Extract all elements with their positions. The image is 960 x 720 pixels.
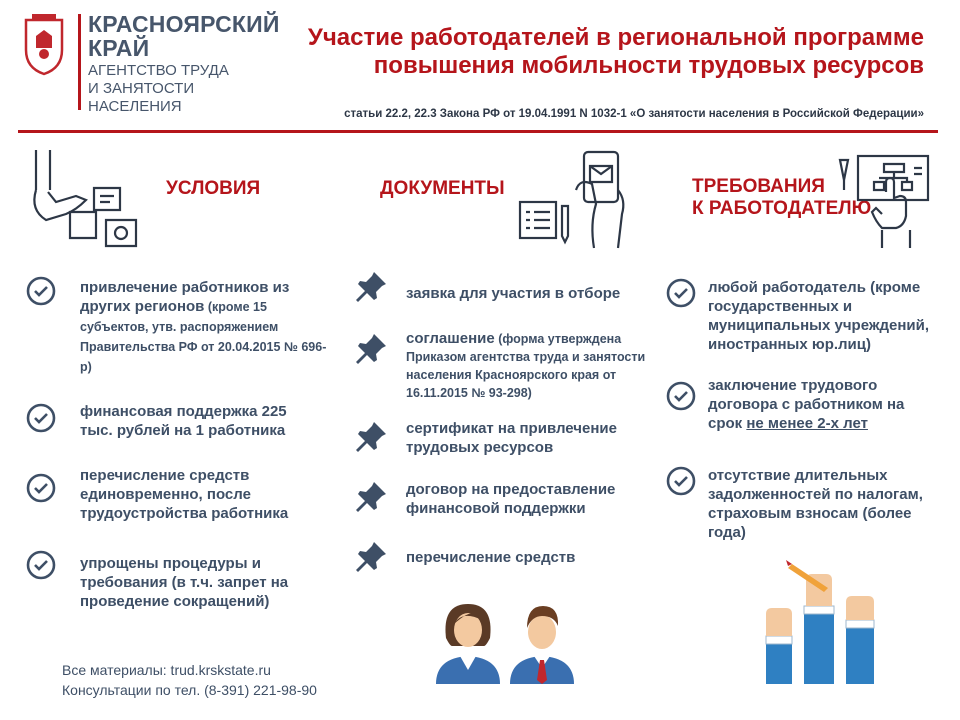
document-item-1: заявка для участия в отборе — [406, 285, 621, 302]
condition-item-3: перечисление средств единовременно, после трудоустройства работника — [80, 467, 289, 522]
check-circle-icon — [26, 473, 56, 503]
document-item-5: перечисление средств — [406, 549, 576, 566]
raised-hands-illustration — [756, 560, 896, 684]
footer-contacts — [62, 660, 317, 700]
conditions-heading: УСЛОВИЯ — [166, 178, 261, 199]
phone-checklist-icon — [518, 150, 630, 250]
header-divider — [18, 130, 938, 133]
check-circle-icon — [26, 403, 56, 433]
check-circle-icon — [26, 276, 56, 306]
condition-item-2: финансовая поддержка 225 тыс. рублей на 1 работника — [80, 403, 287, 439]
logo-divider — [78, 14, 81, 110]
documents-heading: ДОКУМЕНТЫ — [380, 178, 505, 199]
check-circle-icon — [666, 466, 696, 496]
people-illustration — [430, 598, 580, 684]
pushpin-icon — [354, 270, 388, 304]
coat-of-arms-logo — [22, 14, 66, 78]
document-item-3: сертификат на привлечение трудовых ресурсов — [406, 420, 617, 456]
pushpin-icon — [354, 332, 388, 366]
condition-item-1: привлечение работников из других регионов (кроме 15 субъектов, утв. распоряжением Правительства РФ от 20.04.2015 № 696-р) — [80, 279, 327, 374]
materials-link[interactable]: Все материалы: trud.krskstate.ru — [62, 662, 271, 678]
consult-phone: Консультации по тел. (8-391) 221-98-90 — [62, 682, 317, 698]
check-circle-icon — [666, 381, 696, 411]
check-circle-icon — [26, 550, 56, 580]
agency-name: АГЕНТСТВО ТРУДА И ЗАНЯТОСТИ НАСЕЛЕНИЯ — [88, 62, 229, 115]
hand-documents-icon — [26, 150, 146, 250]
hand-diagram-icon — [832, 152, 932, 248]
check-circle-icon — [666, 278, 696, 308]
requirements-heading: ТРЕБОВАНИЯ К РАБОТОДАТЕЛЮ — [692, 176, 872, 219]
pushpin-icon — [354, 540, 388, 574]
document-item-4: договор на предоставление финансовой поддержки — [406, 481, 616, 517]
requirement-item-1: любой работодатель (кроме государственных и муниципальных учреждений, иностранных юр.лиц) — [708, 279, 930, 353]
page-title: Участие работодателей в региональной программе повышения мобильности трудовых ресурсов — [307, 24, 924, 79]
requirement-item-3: отсутствие длительных задолженностей по налогам, страховым взносам (более года) — [708, 467, 923, 541]
region-name: КРАСНОЯРСКИЙ КРАЙ — [88, 11, 280, 61]
pushpin-icon — [354, 480, 388, 514]
requirement-item-2: заключение трудового договора с работником на срок не менее 2-х лет — [708, 377, 905, 432]
law-reference: статьи 22.2, 22.3 Закона РФ от 19.04.1991 N 1032-1 «О занятости населения в Российской Федерации» — [344, 108, 924, 120]
document-item-2: соглашение (форма утверждена Приказом агентства труда и занятости населения Красноярского края от 16.11.2015 № 93-298) — [406, 330, 646, 400]
condition-item-4: упрощены процедуры и требования (в т.ч. запрет на проведение сокращений) — [80, 555, 289, 610]
pushpin-icon — [354, 420, 388, 454]
